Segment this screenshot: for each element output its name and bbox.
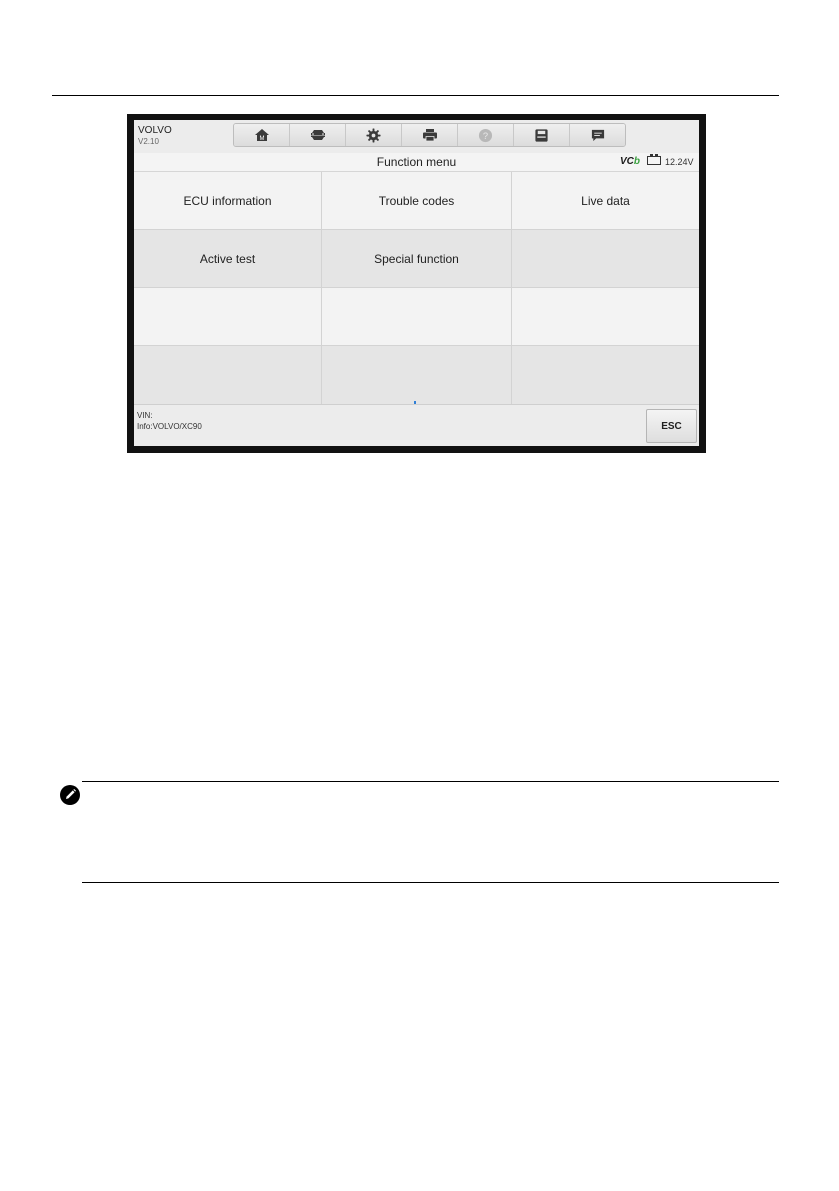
vehicle-brand bbox=[138, 125, 172, 147]
menu-empty-cell bbox=[322, 288, 512, 346]
tablet-frame bbox=[127, 114, 706, 453]
menu-empty-cell bbox=[512, 230, 699, 288]
gear-icon bbox=[366, 128, 381, 143]
print-button[interactable] bbox=[402, 124, 458, 146]
menu-empty-cell bbox=[512, 288, 699, 346]
note-rule-bottom bbox=[82, 882, 779, 883]
message-icon bbox=[590, 128, 606, 143]
pencil-icon bbox=[59, 784, 81, 806]
brand-label: VOLVO bbox=[138, 125, 172, 136]
menu-special-function[interactable]: Special function bbox=[322, 230, 512, 288]
diagnostic-screen bbox=[134, 120, 699, 446]
help-icon bbox=[478, 128, 493, 143]
vehicle-info bbox=[137, 410, 202, 432]
page-header-rule bbox=[52, 95, 779, 96]
menu-active-test[interactable]: Active test bbox=[134, 230, 322, 288]
menu-empty-cell bbox=[322, 346, 512, 404]
esc-button[interactable]: ESC bbox=[646, 409, 697, 443]
menu-empty-cell bbox=[134, 346, 322, 404]
toolbar bbox=[233, 123, 626, 147]
home-icon bbox=[254, 128, 270, 142]
help-icon-mark: ? bbox=[482, 130, 489, 141]
save-icon bbox=[534, 128, 549, 143]
vci-status-icon bbox=[620, 156, 640, 167]
top-bar bbox=[134, 120, 699, 153]
message-button[interactable] bbox=[570, 124, 625, 146]
software-version: V2.10 bbox=[138, 137, 159, 146]
help-button[interactable] bbox=[458, 124, 514, 146]
vci-label: VC bbox=[620, 156, 634, 167]
menu-ecu-information[interactable]: ECU information bbox=[134, 172, 322, 230]
battery-icon bbox=[647, 156, 661, 165]
page-title: Function menu bbox=[376, 155, 457, 169]
vci-label-accent: b bbox=[633, 156, 641, 167]
vehicle-swap-icon bbox=[309, 128, 327, 142]
vehicle-info-text: Info:VOLVO/XC90 bbox=[137, 422, 202, 431]
home-button[interactable] bbox=[234, 124, 290, 146]
settings-button[interactable] bbox=[346, 124, 402, 146]
footer-bar bbox=[134, 404, 699, 446]
menu-empty-cell bbox=[134, 288, 322, 346]
vehicle-swap-button[interactable] bbox=[290, 124, 346, 146]
menu-live-data[interactable]: Live data bbox=[512, 172, 699, 230]
battery-voltage: 12.24V bbox=[665, 157, 694, 167]
function-menu-grid bbox=[134, 172, 699, 404]
printer-icon bbox=[422, 128, 438, 142]
title-row bbox=[134, 153, 699, 172]
note-rule-top bbox=[82, 781, 779, 782]
home-icon-letter: M bbox=[259, 136, 264, 142]
menu-empty-cell bbox=[512, 346, 699, 404]
save-button[interactable] bbox=[514, 124, 570, 146]
menu-trouble-codes[interactable]: Trouble codes bbox=[322, 172, 512, 230]
vin-label: VIN: bbox=[137, 411, 153, 420]
